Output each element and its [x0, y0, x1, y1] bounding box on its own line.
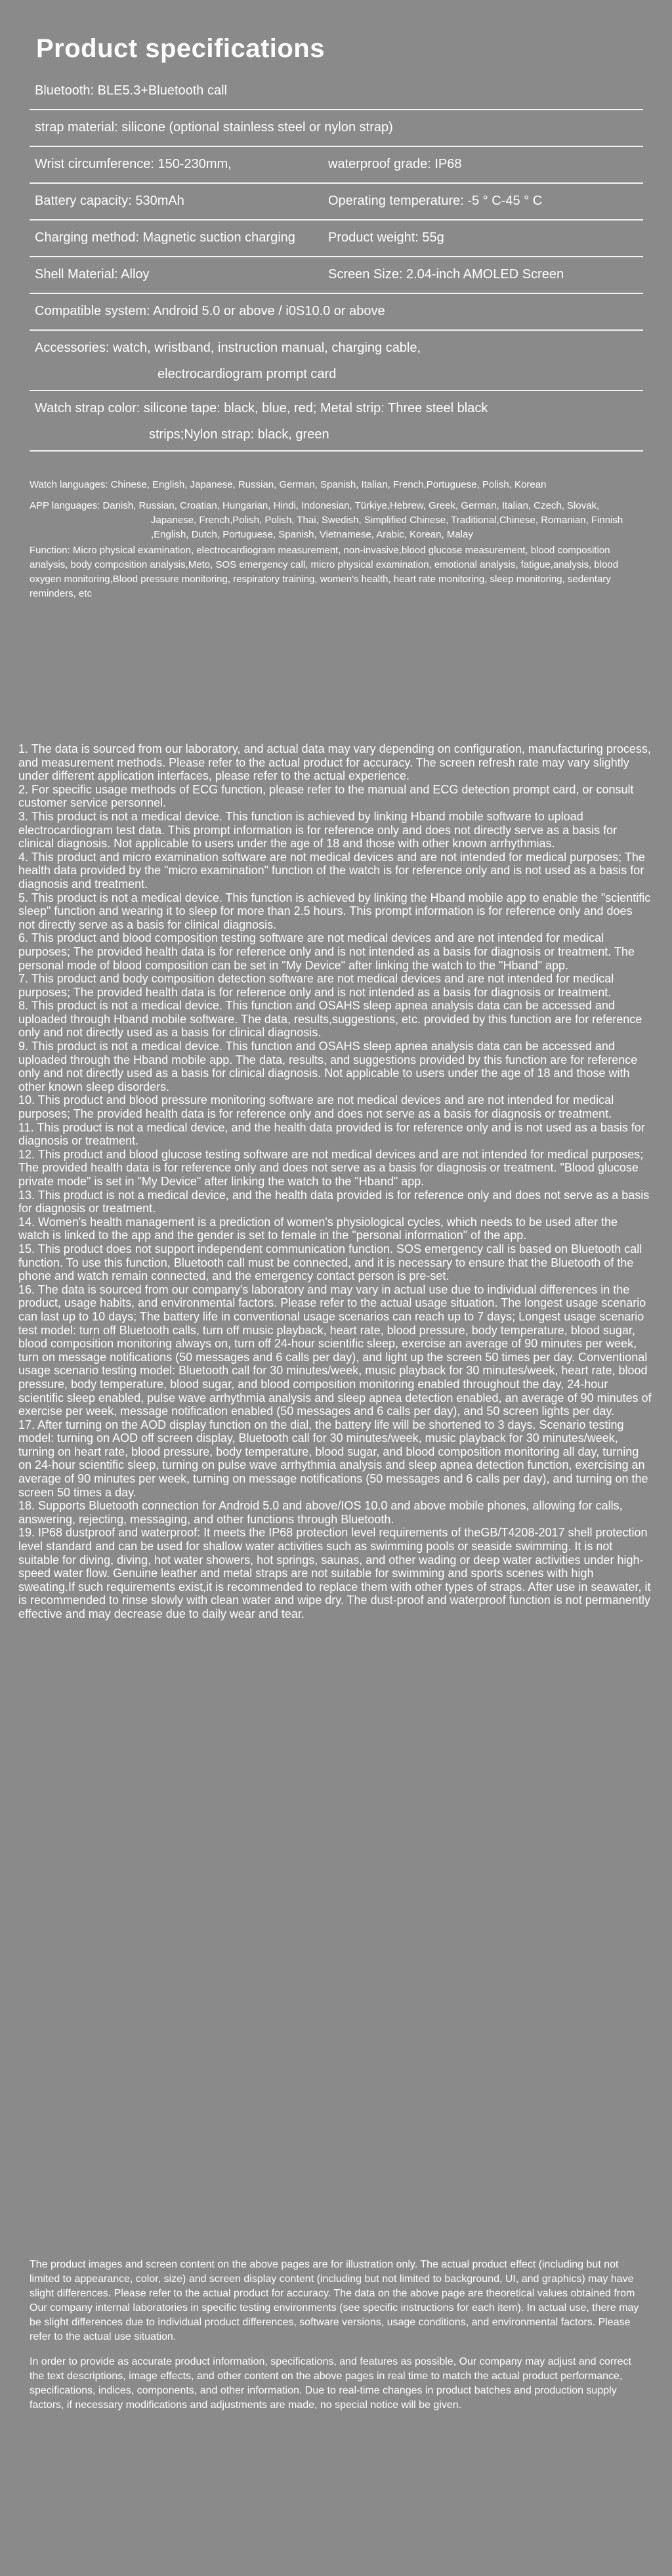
spec-screen-size: Screen Size: 2.04-inch AMOLED Screen [328, 267, 564, 282]
note-item: 3. This product is not a medical device. This function is achieved by linking Hband mobile software to upload electrocardiogram test data. This prompt information is for reference only and does not directly serve as a basis for clinical diagnosis. Not applicable to users under the age of 18 and those with other known arrhythmias. [18, 809, 618, 851]
note-item: 8. This product is not a medical device. This function and OSAHS sleep apnea analysis data can be accessed and uploaded through Hband mobile software. The data, results,suggestions, etc. provided by this function are for reference only and not directly used as a basis for clinical diagnosis. [18, 999, 642, 1040]
page-title: Product specifications [36, 34, 325, 63]
spec-row [30, 74, 643, 110]
spec-bluetooth: Bluetooth: BLE5.3+Bluetooth call [35, 83, 227, 98]
strap-color-line1: Watch strap color: silicone tape: black, blue, red; Metal strip: Three steel black [35, 401, 488, 415]
note-item: 12. This product and blood glucose testing software are not medical devices and are not intended for medical purposes; The provided health data is for reference only and does not serve as a basis for diagnosis or treatment. "Blood glucose private mode" is set in "My Device" after linking the watch to the "Hband" app. [18, 1147, 644, 1188]
note-item: 15. This product does not support independent communication function. SOS emergency call is based on Bluetooth call function. To use this function, Bluetooth call must be connected, and it is necessary to ensure that the Bluetooth of the phone and watch remain connected, and the emergency contact person is pre-set. [18, 1242, 642, 1283]
app-languages: APP languages: Danish, Russian, Croatian, Hungarian, Hindi, Indonesian, Türkiye,Hebrew, Greek, German, Italian, Czech, Slovak, Japanese, French,Polish, Polish, Thai, Swedish, Simplified Chinese, Traditional,Chinese, Romanian, Finnish ,English, Dutch, Portuguese, Spanish, Vietnamese, Arabic, Korean, Malay [30, 500, 623, 540]
watch-languages: Watch languages: Chinese, English, Japanese, Russian, German, Spanish, Italian, French,Portuguese, Polish, Korean [30, 479, 547, 490]
note-item: 13. This product is not a medical device, and the health data provided is for reference only and does not serve as a basis for diagnosis or treatment. [18, 1188, 650, 1215]
spec-compatible-system: Compatible system: Android 5.0 or above / i0S10.0 or above [35, 304, 385, 318]
note-item: 7. This product and body composition detection software are not medical devices and are not intended for medical purposes; The provided health data is for reference only and is not intended as a basis for diagnosis or treatment. [18, 972, 614, 999]
languages-section [30, 478, 643, 601]
spec-charging: Charging method: Magnetic suction charging [35, 230, 295, 245]
spec-row [30, 110, 643, 147]
note-item: 14. Women's health management is a prediction of women's physiological cycles, which needs to be used after the watch is linked to the app and the gender is set to female in the "personal information" of the app. [18, 1215, 618, 1242]
note-item: 2. For specific usage methods of ECG function, please refer to the manual and ECG detection prompt card, or consult customer service personnel. [18, 782, 634, 810]
spec-waterproof: waterproof grade: IP68 [328, 157, 462, 171]
spec-row [30, 147, 643, 184]
strap-color-line2: strips;Nylon strap: black, green [149, 427, 329, 442]
note-item: 16. The data is sourced from our company's laboratory and may vary in actual use due to individual differences in the product, usage habits, and environmental factors. Please refer to the actual usage situation. The longest usage scenario can last up to 10 days; The battery life in conventional usage scenarios can reach up to 7 days; Longest usage scenario test model: turn off Bluetooth calls, turn off music playback, heart rate, blood pressure, body temperature, blood sugar, blood composition monitoring always on, turn off 24-hour scientific sleep, exercise an average of 90 minutes per week, turn on message notifications (50 messages and 6 calls per day), and light up the screen 50 times per day. Conventional usage scenario testing model: Bluetooth call for 30 minutes/week, music playback for 30 minutes/week, heart rate, blood pressure, body temperature, blood sugar, and blood composition monitoring enabled throughout the day, 24-hour scientific sleep enabled, pulse wave arrhythmia analysis and sleep apnea detection enabled, an average of 90 minutes of exercise per week, message notification enabled (50 messages and 6 calls per day), and 50 screen lights per day. [18, 1282, 652, 1418]
disclaimer-paragraph: In order to provide as accurate product information, specifications, and features as possible, Our company may adjust and correct the text descriptions, image effects, and other content on the above pages in real time to match the actual product performance, specifications, indices, components, and other information. Due to real-time changes in product batches and production supply factors, if necessary modifications and adjustments are made, no special notice will be given. [30, 2356, 631, 2411]
spec-operating-temp: Operating temperature: -5 ° C-45 ° C [328, 194, 543, 208]
disclaimer-footer [30, 2258, 640, 2423]
spec-wrist-circumference: Wrist circumference: 150-230mm, [35, 157, 232, 171]
spec-row [30, 294, 643, 331]
function-list: Function: Micro physical examination, electrocardiogram measurement, non-invasive,blood glucose measurement, blood composition analysis, body composition analysis,Meto, SOS emergency call, micro physical examination, emotional analysis, fatigue,analysis, blood oxygen monitoring,Blood pressure monitoring, respiratory training, women's health, heart rate monitoring, sleep monitoring, sedentary reminders, etc [30, 545, 619, 599]
spec-row-strap-color [30, 391, 643, 452]
spec-shell-material: Shell Material: Alloy [35, 267, 150, 282]
note-item: 11. This product is not a medical device, and the health data provided is for reference only and is not used as a basis for diagnosis or treatment. [18, 1120, 645, 1148]
spec-battery: Battery capacity: 530mAh [35, 194, 184, 208]
notes-list [18, 742, 652, 1621]
spec-row-accessories [30, 331, 643, 391]
note-item: 18. Supports Bluetooth connection for Android 5.0 and above/IOS 10.0 and above mobile phones, allowing for calls, answering, rejecting, messaging, and other functions through Bluetooth. [18, 1499, 623, 1526]
note-item: 1. The data is sourced from our laboratory, and actual data may vary depending on configuration, manufacturing process, and measurement methods. Please refer to the actual product for accuracy. The screen refresh rate may vary slightly under different application interfaces, please refer to the actual experience. [18, 742, 651, 783]
spec-table [30, 74, 643, 452]
spec-strap-material: strap material: silicone (optional stainless steel or nylon strap) [35, 120, 393, 135]
note-item: 5. This product is not a medical device. This function is achieved by linking the Hband mobile app to enable the "scientific sleep" function and wearing it to sleep for more than 2.5 hours. This prompt information is for reference only and does not directly serve as a basis for clinical diagnosis. [18, 891, 651, 931]
note-item: 19. IP68 dustproof and waterproof: It meets the IP68 protection level requirements of theGB/T4208-2017 shell protection level standard and can be used for shallow water activities such as swimming pools or seaside swimming. It is not suitable for diving, diving, hot water showers, hot springs, saunas, and other wading or deep water activities under high-speed water flow. Genuine leather and metal straps are not suitable for swimming and sports scenes with high sweating.If such requirements exist,it is recommended to replace them with other types of straps. After use in seawater, it is recommended to rinse slowly with clean water and wipe dry. The dust-proof and waterproof function is not permanently effective and may decrease due to daily wear and tear. [18, 1526, 651, 1620]
accessories-line2: electrocardiogram prompt card [158, 367, 337, 381]
note-item: 10. This product and blood pressure monitoring software are not medical devices and are not intended for medical purposes; The provided health data is for reference only and does not serve as a basis for diagnosis or treatment. [18, 1093, 614, 1121]
spec-row [30, 257, 643, 294]
note-item: 17. After turning on the AOD display function on the dial, the battery life will be shortened to 3 days. Scenario testing model: turning on AOD off screen display, Bluetooth call for 30 minutes/week, music playback for 30 minutes/week, turning on heart rate, blood pressure, body temperature, blood sugar, and blood composition monitoring all day, turning on 24-hour scientific sleep, turning on pulse wave arrhythmia analysis and sleep apnea detection function, exercising an average of 90 minutes per week, turning on message notifications (50 messages and 6 calls per day), and turning on the screen 50 times a day. [18, 1418, 648, 1499]
note-item: 6. This product and blood composition testing software are not medical devices and are not intended for medical purposes; The provided health data is for reference only and is not intended as a basis for diagnosis or treatment. The personal mode of blood composition can be set in "My Device" after linking the watch to the "Hband" app. [18, 931, 635, 972]
disclaimer-paragraph: The product images and screen content on the above pages are for illustration only. The actual product effect (including but not limited to appearance, color, size) and screen display content (including but not limited to background, UI, and graphics) may have slight differences. Please refer to the actual product for accuracy. The data on the above page are theoretical values obtained from Our company internal laboratories in specific testing environments (see specific instructions for each item). In actual use, there may be slight differences due to individual product differences, software versions, usage conditions, and environmental factors. Please refer to the actual use situation. [30, 2259, 639, 2342]
note-item: 9. This product is not a medical device. This function and OSAHS sleep apnea analysis data can be accessed and uploaded through the Hband mobile app. The data, results, and suggestions provided by this function are for reference only and not directly used as a basis for clinical diagnosis. Not applicable to users under the age of 18 and those with other known sleep disorders. [18, 1040, 638, 1093]
note-item: 4. This product and micro examination software are not medical devices and are not intended for medical purposes; The health data provided by the "micro examination" function of the watch is for reference only and is not used as a basis for diagnosis and treatment. [18, 850, 645, 891]
spec-row [30, 184, 643, 221]
spec-row [30, 221, 643, 257]
accessories-line1: Accessories: watch, wristband, instruction manual, charging cable, [35, 341, 421, 355]
spec-weight: Product weight: 55g [328, 230, 444, 245]
